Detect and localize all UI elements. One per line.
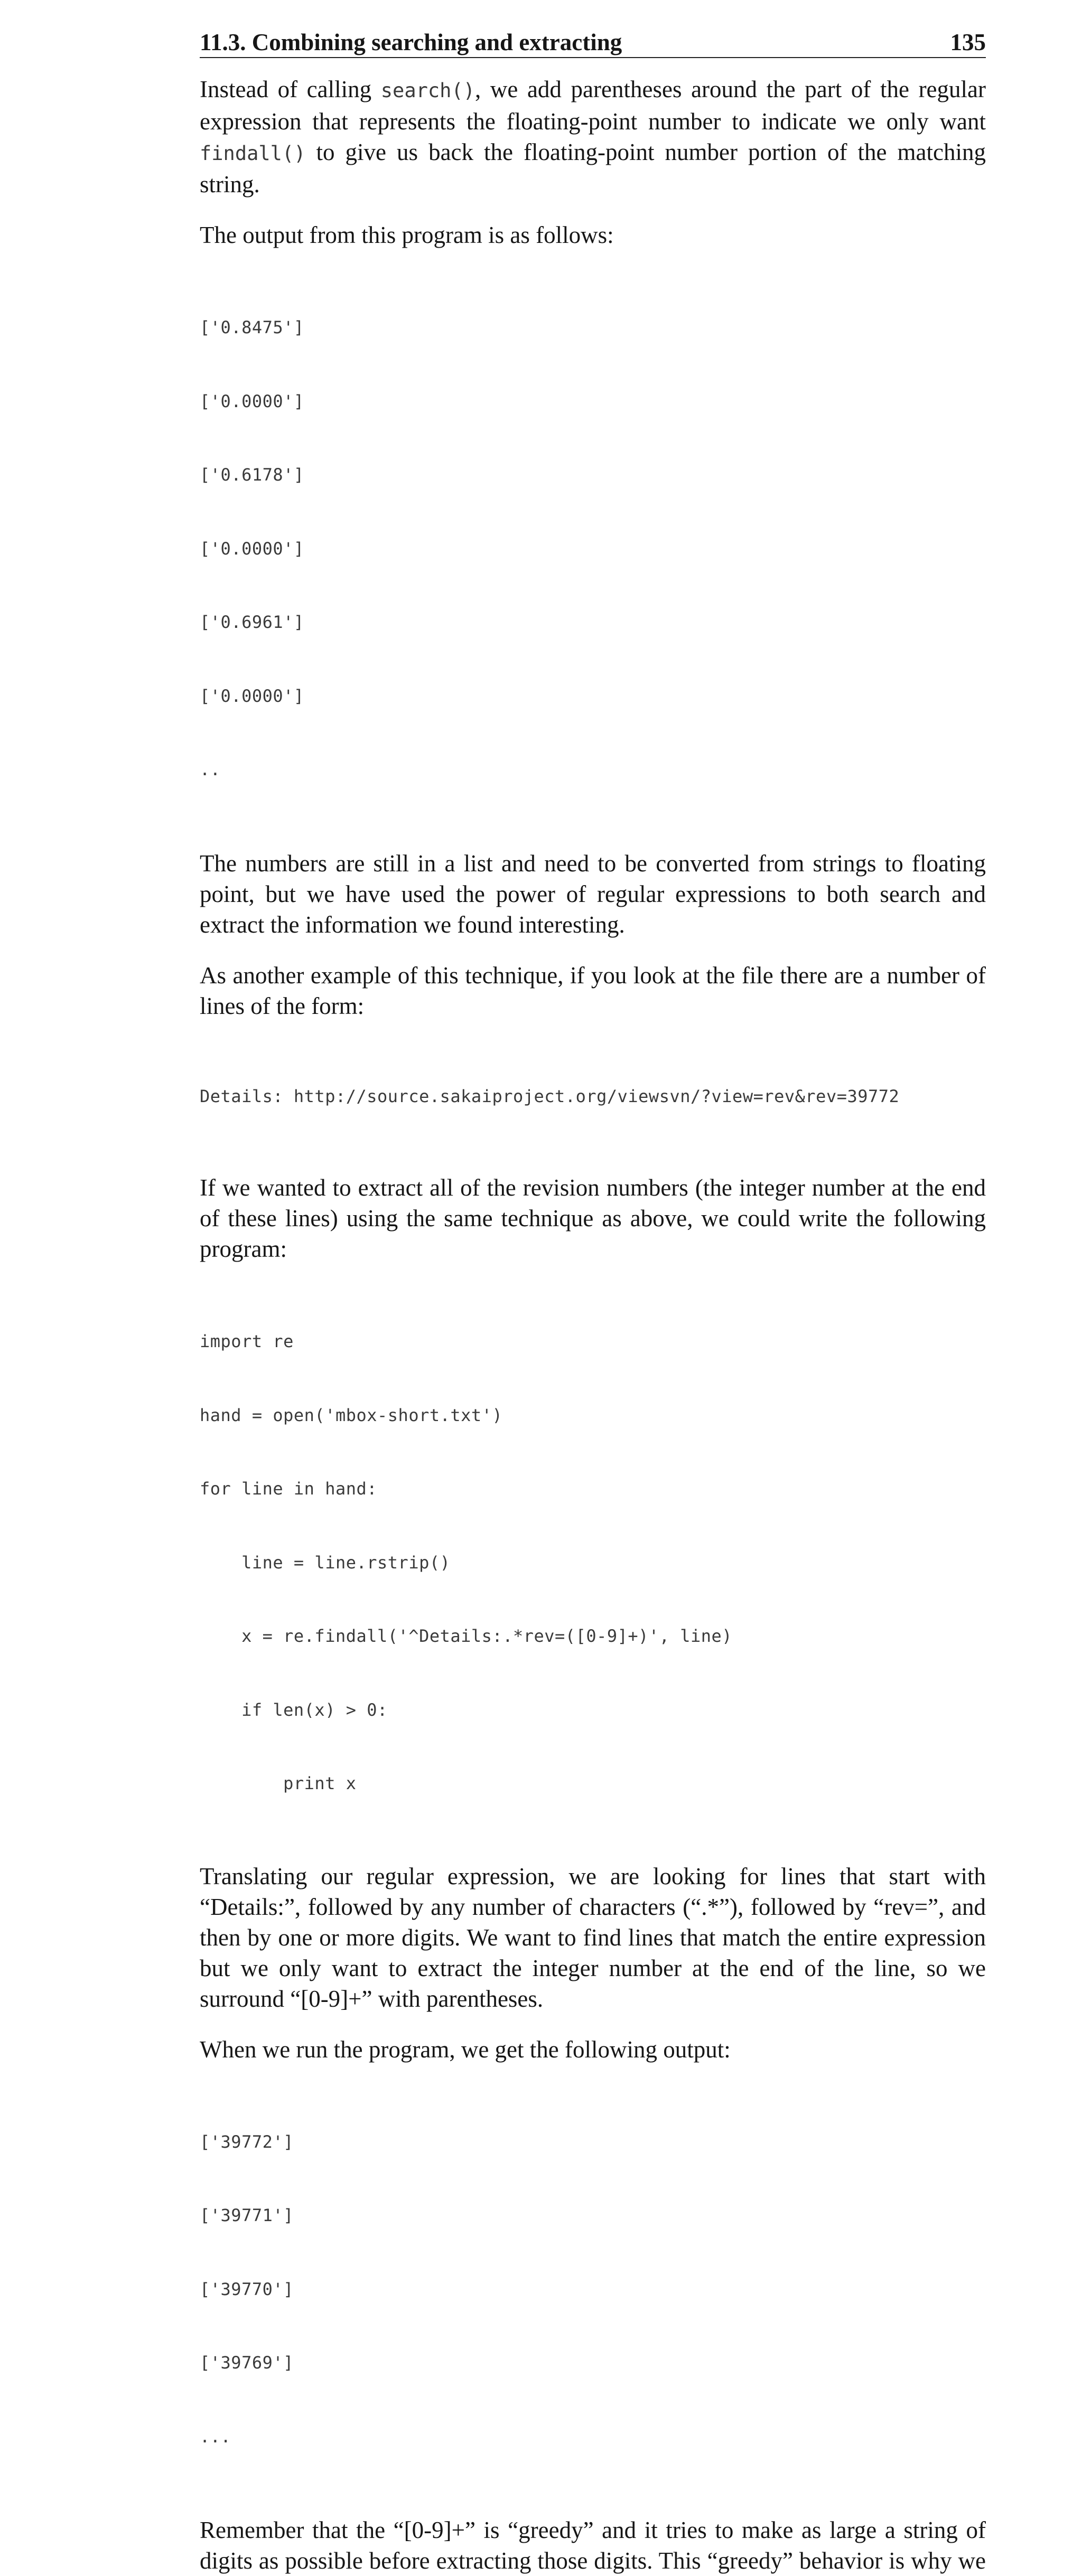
code-line: import re bbox=[200, 1331, 294, 1351]
page-number: 135 bbox=[950, 29, 986, 55]
section-title: 11.3. Combining searching and extracting bbox=[200, 29, 622, 55]
book-page bbox=[200, 27, 986, 2576]
code-output-revisions bbox=[200, 2081, 986, 2498]
code-line: hand = open('mbox-short.txt') bbox=[200, 1405, 503, 1425]
paragraph-another-example: As another example of this technique, if you look at the file there are a number of lines of the form: bbox=[200, 962, 986, 1019]
code-line: for line in hand: bbox=[200, 1479, 378, 1499]
paragraph-run-program: When we run the program, we get the following output: bbox=[200, 2036, 731, 2063]
code-line: ['39770'] bbox=[200, 2279, 294, 2299]
paragraph-output-intro: The output from this program is as follows: bbox=[200, 222, 614, 248]
paragraph-revision-intro: If we wanted to extract all of the revision numbers (the integer number at the end of these lines) using the same technique as above, we could write the following program: bbox=[200, 1174, 986, 1262]
inline-code-search: search() bbox=[380, 79, 475, 102]
code-line: ['0.0000'] bbox=[200, 391, 304, 411]
running-header bbox=[200, 27, 986, 58]
paragraph-greedy: Remember that the “[0-9]+” is “greedy” and it tries to make as large a string of digits as possible before extracting those digits. This “greedy” behavior is why we bbox=[200, 2517, 986, 2574]
code-line: line = line.rstrip() bbox=[200, 1552, 451, 1573]
code-output-floats bbox=[200, 266, 986, 831]
code-line: ['0.6961'] bbox=[200, 612, 304, 632]
code-line: ['0.0000'] bbox=[200, 538, 304, 559]
paragraph-findall-intro: Instead of calling search(), we add parentheses around the part of the regular expression that represents the floating-point number to indicate we only want findall() to give us back the floating-point number portion of the matching string. bbox=[200, 76, 986, 198]
code-line: ['39771'] bbox=[200, 2205, 294, 2225]
code-line: ['39769'] bbox=[200, 2353, 294, 2373]
code-line: ['0.0000'] bbox=[200, 685, 304, 706]
code-line: ['0.6178'] bbox=[200, 465, 304, 485]
code-details-line bbox=[200, 1035, 986, 1158]
code-program bbox=[200, 1280, 986, 1845]
code-line: ['39772'] bbox=[200, 2131, 294, 2152]
code-line: Details: http://source.sakaiproject.org/viewsvn/?view=rev&rev=39772 bbox=[200, 1086, 900, 1106]
code-line: ['0.8475'] bbox=[200, 317, 304, 337]
code-line: if len(x) > 0: bbox=[200, 1699, 388, 1720]
inline-code-findall: findall() bbox=[200, 142, 306, 165]
paragraph-numbers-list: The numbers are still in a list and need to be converted from strings to floating point, but we have used the power of regular expressions to both search and extract the information we found interesting. bbox=[200, 850, 986, 938]
code-line: print x bbox=[200, 1773, 357, 1793]
paragraph-translating-regex: Translating our regular expression, we are looking for lines that start with “Details:”, followed by any number of characters (“.*”), followed by “rev=”, and then by one or more digits. We want to find lines that match the entire expression but we only want to extract the integer number at the end of the line, so we surround “[0-9]+” with parentheses. bbox=[200, 1863, 986, 2012]
code-line: .. bbox=[200, 759, 221, 779]
code-line: ... bbox=[200, 2426, 231, 2447]
code-line: x = re.findall('^Details:.*rev=([0-9]+)', line) bbox=[200, 1626, 733, 1646]
